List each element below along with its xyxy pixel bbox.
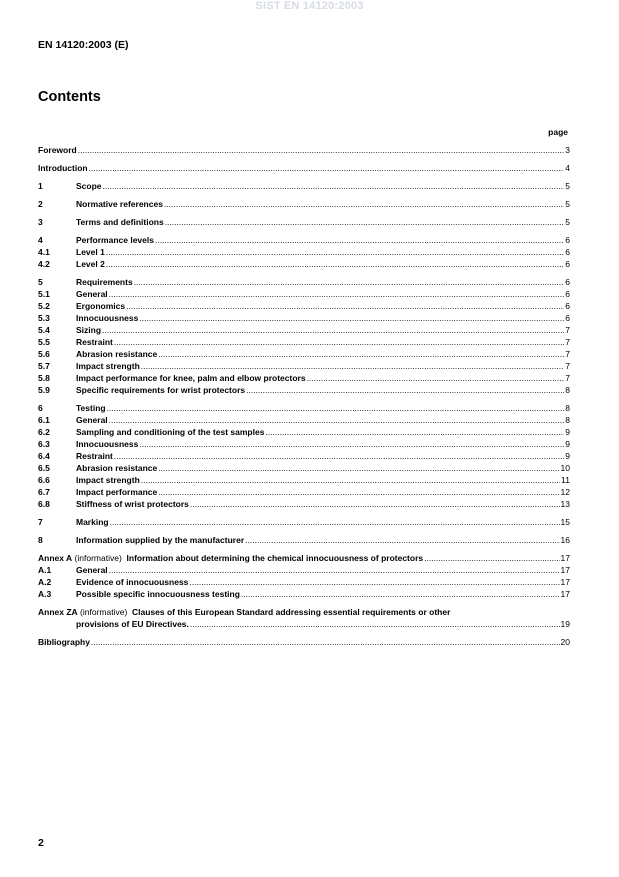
toc-entry-number: 6.3 [38,439,50,449]
leader-dots [141,474,560,486]
toc-entry-page: 5 [565,199,570,209]
toc-entry-text: Impact performance [76,487,158,497]
toc-entry-number: 6.7 [38,487,50,497]
toc-entry[interactable] [38,588,570,600]
leader-dots [307,372,565,384]
toc-entry-number: 5.2 [38,301,50,311]
toc-entry[interactable] [38,564,570,576]
toc-entry[interactable] [38,258,570,270]
leader-dots [139,312,564,324]
toc-entry-text: Clauses of this European Standard addressing essential requirements or other [132,607,451,617]
toc-entry-number: 6.4 [38,451,50,461]
toc-entry-text: Introduction [38,163,88,173]
toc-entry[interactable] [38,438,570,450]
leader-dots [158,486,559,498]
toc-entry-text: Level 1 [76,247,105,257]
toc-entry[interactable] [38,246,570,258]
toc-entry[interactable] [38,216,570,228]
toc-entry-number: A.2 [38,577,52,587]
leader-dots [114,450,564,462]
leader-dots [91,636,560,648]
toc-entry-page: 12 [560,487,570,497]
toc-entry-page: 19 [560,619,570,629]
toc-entry[interactable] [38,300,570,312]
toc-entry[interactable] [38,348,570,360]
toc-entry-text: General [76,415,108,425]
toc-entry[interactable] [38,402,570,414]
toc-entry-number: 6.2 [38,427,50,437]
leader-dots [126,300,564,312]
toc-annex-label: Annex ZA [38,607,78,617]
toc-entry-number: 8 [38,535,43,545]
toc-entry-number: 1 [38,181,43,191]
toc-entry-text: Information about determining the chemical innocuousness of protectors [126,553,424,563]
toc-entry-page: 6 [565,277,570,287]
toc-entry-number: 5.5 [38,337,50,347]
toc-entry-text: Scope [76,181,102,191]
toc-entry-text: Bibliography [38,637,90,647]
toc-entry-text: Marking [76,517,109,527]
leader-dots [106,246,564,258]
toc-entry-number: 4.2 [38,259,50,269]
toc-annex-informative: (informative) [80,607,128,617]
toc-entry-text: Level 2 [76,259,105,269]
toc-entry-page: 6 [565,259,570,269]
toc-entry-page: 10 [560,463,570,473]
toc-entry-text: General [76,289,108,299]
leader-dots [165,216,565,228]
leader-dots [103,180,565,192]
toc-entry[interactable] [38,198,570,210]
toc-entry-text: Information supplied by the manufacturer [76,535,245,545]
toc-entry-page: 13 [560,499,570,509]
page-column-header: page [548,127,568,137]
toc-entry-text: Possible specific innocuousness testing [76,589,240,599]
toc-entry-page: 17 [560,565,570,575]
toc-entry-number: 6.8 [38,499,50,509]
toc-entry-text: Evidence of innocuousness [76,577,189,587]
toc-entry[interactable] [38,276,570,288]
toc-entry-text: Abrasion resistance [76,349,158,359]
toc-annex-label: Annex A [38,553,73,563]
toc-entry-page: 6 [565,247,570,257]
toc-entry-page: 15 [560,517,570,527]
leader-dots [265,426,564,438]
toc-entry-text: Performance levels [76,235,154,245]
leader-dots [102,324,564,336]
toc-entry-text: Requirements [76,277,133,287]
toc-annex-informative: (informative) [74,553,122,563]
toc-entry-page: 6 [565,301,570,311]
table-of-contents [38,144,570,648]
toc-entry-page: 5 [565,217,570,227]
toc-entry-text: Abrasion resistance [76,463,158,473]
page-number: 2 [38,837,44,849]
toc-entry-number: 2 [38,199,43,209]
toc-entry-page: 6 [565,313,570,323]
toc-entry[interactable] [38,336,570,348]
toc-entry[interactable] [38,474,570,486]
toc-entry-page: 20 [560,637,570,647]
leader-dots [246,384,564,396]
toc-entry-page: 6 [565,289,570,299]
leader-dots [114,336,564,348]
toc-entry[interactable] [38,414,570,426]
toc-entry-page: 7 [565,337,570,347]
toc-entry-number: 5.9 [38,385,50,395]
toc-entry-page: 7 [565,325,570,335]
leader-dots [141,360,565,372]
toc-entry-number: A.1 [38,565,52,575]
toc-entry-page: 8 [565,415,570,425]
leader-dots [78,144,565,156]
toc-entry-page: 6 [565,235,570,245]
toc-entry-text: Terms and definitions [76,217,164,227]
toc-entry-number: A.3 [38,589,52,599]
leader-dots [155,234,564,246]
toc-entry-bibliography[interactable] [38,636,570,648]
toc-entry-page: 3 [565,145,570,155]
toc-entry-number: 5 [38,277,43,287]
toc-entry-annex-a[interactable] [38,552,570,564]
toc-entry-number: 5.1 [38,289,50,299]
leader-dots [109,288,565,300]
toc-entry-page: 9 [565,451,570,461]
toc-entry-text: Testing [76,403,106,413]
toc-entry-page: 11 [561,475,570,485]
toc-entry-text: Innocuousness [76,439,139,449]
toc-entry-page: 17 [560,553,570,563]
toc-entry-page: 4 [565,163,570,173]
toc-entry-number: 6.6 [38,475,50,485]
toc-entry-number: 4.1 [38,247,50,257]
toc-entry-number: 5.3 [38,313,50,323]
toc-entry[interactable] [38,450,570,462]
leader-dots [158,348,564,360]
toc-entry[interactable] [38,498,570,510]
leader-dots [107,402,565,414]
toc-entry-number: 5.8 [38,373,50,383]
toc-entry-introduction[interactable] [38,162,570,174]
toc-entry[interactable] [38,312,570,324]
toc-entry[interactable] [38,462,570,474]
leader-dots [241,588,560,600]
toc-entry-number: 3 [38,217,43,227]
toc-entry-number: 4 [38,235,43,245]
watermark: SIST EN 14120:2003 [255,0,364,12]
leader-dots [89,162,565,174]
toc-entry-number: 6.1 [38,415,50,425]
toc-entry[interactable] [38,360,570,372]
toc-entry-text: Impact performance for knee, palm and elbow protectors [76,373,306,383]
document-id: EN 14120:2003 (E) [38,39,129,51]
toc-entry-text: General [76,565,108,575]
toc-entry-page: 16 [560,535,570,545]
toc-entry-text: Restraint [76,337,113,347]
page-title: Contents [38,89,101,105]
toc-entry-number: 6 [38,403,43,413]
leader-dots [110,516,560,528]
leader-dots [164,198,564,210]
toc-entry-number: 7 [38,517,43,527]
toc-entry-page: 7 [565,361,570,371]
toc-entry[interactable] [38,576,570,588]
toc-entry-text-cont: provisions of EU Directives. [76,619,189,629]
toc-entry-text: Foreword [38,145,77,155]
leader-dots [424,552,559,564]
toc-entry-annex-za-cont[interactable] [38,618,570,630]
toc-entry-page: 9 [565,427,570,437]
toc-entry-page: 9 [565,439,570,449]
toc-entry-page: 17 [560,577,570,587]
toc-entry-number: 5.4 [38,325,50,335]
leader-dots [106,258,564,270]
toc-entry-text: Innocuousness [76,313,139,323]
toc-entry-text: Sampling and conditioning of the test samples [76,427,265,437]
leader-dots [190,498,560,510]
toc-entry[interactable] [38,180,570,192]
toc-entry-text: Normative references [76,199,163,209]
leader-dots [109,414,565,426]
toc-entry-number: 5.6 [38,349,50,359]
leader-dots [139,438,564,450]
toc-entry-page: 5 [565,181,570,191]
toc-entry-text: Stiffness of wrist protectors [76,499,189,509]
toc-entry-page: 7 [565,373,570,383]
toc-entry-page: 17 [560,589,570,599]
toc-entry-text: Impact strength [76,475,140,485]
toc-entry[interactable] [38,372,570,384]
toc-entry-annex-za[interactable] [38,606,570,618]
toc-entry[interactable] [38,516,570,528]
leader-dots [109,564,560,576]
toc-entry[interactable] [38,534,570,546]
toc-entry-text: Specific requirements for wrist protectors [76,385,246,395]
toc-entry-text: Sizing [76,325,102,335]
toc-entry[interactable] [38,384,570,396]
toc-entry-page: 8 [565,385,570,395]
leader-dots [134,276,565,288]
toc-entry-text: Restraint [76,451,113,461]
toc-entry[interactable] [38,324,570,336]
toc-entry-text: Impact strength [76,361,140,371]
toc-entry[interactable] [38,486,570,498]
leader-dots [189,576,559,588]
toc-entry-page: 8 [565,403,570,413]
toc-entry-page: 7 [565,349,570,359]
leader-dots [190,618,560,630]
leader-dots [245,534,559,546]
toc-entry[interactable] [38,288,570,300]
leader-dots [158,462,559,474]
toc-entry-number: 6.5 [38,463,50,473]
toc-entry[interactable] [38,234,570,246]
toc-entry-text: Ergonomics [76,301,126,311]
toc-entry[interactable] [38,426,570,438]
toc-entry-foreword[interactable] [38,144,570,156]
toc-entry-number: 5.7 [38,361,50,371]
